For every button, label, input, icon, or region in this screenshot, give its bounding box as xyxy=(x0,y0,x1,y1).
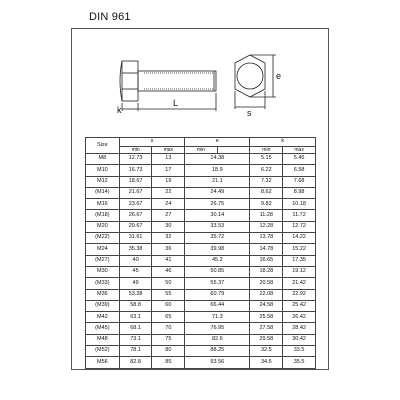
s-min-cell: 63.1 xyxy=(119,312,152,323)
e-min-cell: 55.37 xyxy=(185,278,250,289)
s-max-cell: 80 xyxy=(152,346,185,357)
subheader-s-min: min xyxy=(119,147,152,154)
size-cell: M8 xyxy=(86,154,120,165)
s-min-cell: 18.67 xyxy=(119,176,152,187)
k-max-cell: 14.22 xyxy=(283,233,316,244)
s-max-cell: 50 xyxy=(152,278,185,289)
subheader-s-max: max xyxy=(152,147,185,154)
k-max-cell: 7.68 xyxy=(283,176,316,187)
bolt-drawing xyxy=(110,45,290,125)
s-min-cell: 21.67 xyxy=(119,187,152,198)
s-max-cell: 55 xyxy=(152,289,185,300)
e-min-cell: 82.6 xyxy=(185,334,250,345)
dimension-table xyxy=(85,137,316,369)
k-min-cell: 13.78 xyxy=(250,233,283,244)
s-min-cell: 26.67 xyxy=(119,210,152,221)
table-row xyxy=(86,187,316,198)
size-cell: (M39) xyxy=(86,300,120,311)
k-min-cell: 5.15 xyxy=(250,154,283,165)
s-max-cell: 85 xyxy=(152,357,185,368)
e-min-cell: 50.85 xyxy=(185,266,250,277)
bolt-end-view xyxy=(235,55,276,109)
size-header: Size xyxy=(86,138,120,154)
k-min-cell: 9.82 xyxy=(250,199,283,210)
subheader-e-blank xyxy=(217,147,250,154)
k-max-cell: 33.5 xyxy=(283,346,316,357)
size-cell: M56 xyxy=(86,357,120,368)
k-max-cell: 5.45 xyxy=(283,154,316,165)
page-title: DIN 961 xyxy=(89,11,131,23)
group-header-e: e xyxy=(185,138,250,147)
s-min-cell: 58.8 xyxy=(119,300,152,311)
k-max-cell: 22.92 xyxy=(283,289,316,300)
label-e: e xyxy=(276,71,282,81)
table-row xyxy=(86,300,316,311)
s-min-cell: 53.38 xyxy=(119,289,152,300)
k-max-cell: 26.42 xyxy=(283,312,316,323)
label-s: s xyxy=(247,108,252,118)
s-max-cell: 13 xyxy=(152,154,185,165)
s-max-cell: 22 xyxy=(152,187,185,198)
size-cell: (M33) xyxy=(86,278,120,289)
table-row xyxy=(86,266,316,277)
bolt-side-view xyxy=(120,61,216,111)
s-min-cell: 35.38 xyxy=(119,244,152,255)
size-cell: M48 xyxy=(86,334,120,345)
size-cell: M10 xyxy=(86,165,120,176)
e-min-cell: 71.3 xyxy=(185,312,250,323)
size-cell: (M22) xyxy=(86,233,120,244)
k-max-cell: 8.98 xyxy=(283,187,316,198)
e-min-cell: 30.14 xyxy=(185,210,250,221)
table-row xyxy=(86,199,316,210)
s-min-cell: 23.67 xyxy=(119,199,152,210)
size-cell: (M18) xyxy=(86,210,120,221)
size-cell: M42 xyxy=(86,312,120,323)
k-min-cell: 7.32 xyxy=(250,176,283,187)
s-min-cell: 68.1 xyxy=(119,323,152,334)
e-min-cell: 35.72 xyxy=(185,233,250,244)
s-max-cell: 75 xyxy=(152,334,185,345)
e-min-cell: 45.2 xyxy=(185,255,250,266)
group-header-s: s xyxy=(119,138,184,147)
size-cell: (M45) xyxy=(86,323,120,334)
k-max-cell: 17.35 xyxy=(283,255,316,266)
k-max-cell: 15.22 xyxy=(283,244,316,255)
s-min-cell: 31.61 xyxy=(119,233,152,244)
k-min-cell: 20.58 xyxy=(250,278,283,289)
k-max-cell: 19.12 xyxy=(283,266,316,277)
k-min-cell: 32.5 xyxy=(250,346,283,357)
table-row xyxy=(86,289,316,300)
table-row xyxy=(86,165,316,176)
k-max-cell: 35.5 xyxy=(283,357,316,368)
s-max-cell: 24 xyxy=(152,199,185,210)
table-row xyxy=(86,312,316,323)
k-min-cell: 29.58 xyxy=(250,334,283,345)
label-L: L xyxy=(173,98,179,108)
s-max-cell: 17 xyxy=(152,165,185,176)
e-min-cell: 93.56 xyxy=(185,357,250,368)
size-cell: (M27) xyxy=(86,255,120,266)
size-cell: M16 xyxy=(86,199,120,210)
k-min-cell: 8.62 xyxy=(250,187,283,198)
e-min-cell: 24.49 xyxy=(185,187,250,198)
s-min-cell: 12.73 xyxy=(119,154,152,165)
subheader-k-max: max xyxy=(283,147,316,154)
size-cell: M24 xyxy=(86,244,120,255)
e-min-cell: 26.75 xyxy=(185,199,250,210)
e-min-cell: 18.9 xyxy=(185,165,250,176)
k-min-cell: 12.28 xyxy=(250,221,283,232)
k-min-cell: 16.65 xyxy=(250,255,283,266)
size-cell: M12 xyxy=(86,176,120,187)
k-min-cell: 22.08 xyxy=(250,289,283,300)
table-row xyxy=(86,221,316,232)
table-row xyxy=(86,334,316,345)
s-min-cell: 78.1 xyxy=(119,346,152,357)
s-min-cell: 45 xyxy=(119,266,152,277)
k-min-cell: 14.78 xyxy=(250,244,283,255)
k-max-cell: 6.58 xyxy=(283,165,316,176)
k-max-cell: 30.42 xyxy=(283,334,316,345)
table-row xyxy=(86,255,316,266)
table-row xyxy=(86,210,316,221)
s-min-cell: 73.1 xyxy=(119,334,152,345)
size-cell: M20 xyxy=(86,221,120,232)
size-cell: M30 xyxy=(86,266,120,277)
s-min-cell: 16.73 xyxy=(119,165,152,176)
subheader-k-min: min xyxy=(250,147,283,154)
table-row xyxy=(86,278,316,289)
k-min-cell: 11.28 xyxy=(250,210,283,221)
table-body xyxy=(86,154,316,369)
e-min-cell: 14.38 xyxy=(185,154,250,165)
s-max-cell: 46 xyxy=(152,266,185,277)
k-max-cell: 10.18 xyxy=(283,199,316,210)
table-row xyxy=(86,244,316,255)
k-max-cell: 11.72 xyxy=(283,210,316,221)
s-max-cell: 41 xyxy=(152,255,185,266)
k-min-cell: 18.28 xyxy=(250,266,283,277)
s-min-cell: 82.8 xyxy=(119,357,152,368)
k-min-cell: 24.58 xyxy=(250,300,283,311)
e-min-cell: 76.95 xyxy=(185,323,250,334)
e-min-cell: 39.98 xyxy=(185,244,250,255)
k-min-cell: 6.22 xyxy=(250,165,283,176)
size-cell: (M14) xyxy=(86,187,120,198)
k-max-cell: 12.72 xyxy=(283,221,316,232)
k-max-cell: 21.42 xyxy=(283,278,316,289)
s-min-cell: 29.67 xyxy=(119,221,152,232)
e-min-cell: 88.25 xyxy=(185,346,250,357)
e-min-cell: 66.44 xyxy=(185,300,250,311)
s-max-cell: 70 xyxy=(152,323,185,334)
table-row xyxy=(86,357,316,368)
label-k: k xyxy=(117,105,122,115)
k-max-cell: 28.42 xyxy=(283,323,316,334)
s-max-cell: 32 xyxy=(152,233,185,244)
s-max-cell: 65 xyxy=(152,312,185,323)
table-row xyxy=(86,154,316,165)
s-max-cell: 19 xyxy=(152,176,185,187)
size-cell: M36 xyxy=(86,289,120,300)
s-max-cell: 36 xyxy=(152,244,185,255)
k-min-cell: 27.58 xyxy=(250,323,283,334)
e-min-cell: 60.79 xyxy=(185,289,250,300)
k-max-cell: 25.42 xyxy=(283,300,316,311)
size-cell: (M52) xyxy=(86,346,120,357)
s-max-cell: 30 xyxy=(152,221,185,232)
table-row xyxy=(86,346,316,357)
e-min-cell: 21.1 xyxy=(185,176,250,187)
s-min-cell: 49 xyxy=(119,278,152,289)
table-row xyxy=(86,233,316,244)
subheader-e-min: min xyxy=(185,147,218,154)
e-min-cell: 33.53 xyxy=(185,221,250,232)
table-row xyxy=(86,323,316,334)
s-max-cell: 60 xyxy=(152,300,185,311)
k-min-cell: 25.58 xyxy=(250,312,283,323)
group-header-k: k xyxy=(250,138,316,147)
k-min-cell: 34.5 xyxy=(250,357,283,368)
s-max-cell: 27 xyxy=(152,210,185,221)
table-row xyxy=(86,176,316,187)
s-min-cell: 40 xyxy=(119,255,152,266)
